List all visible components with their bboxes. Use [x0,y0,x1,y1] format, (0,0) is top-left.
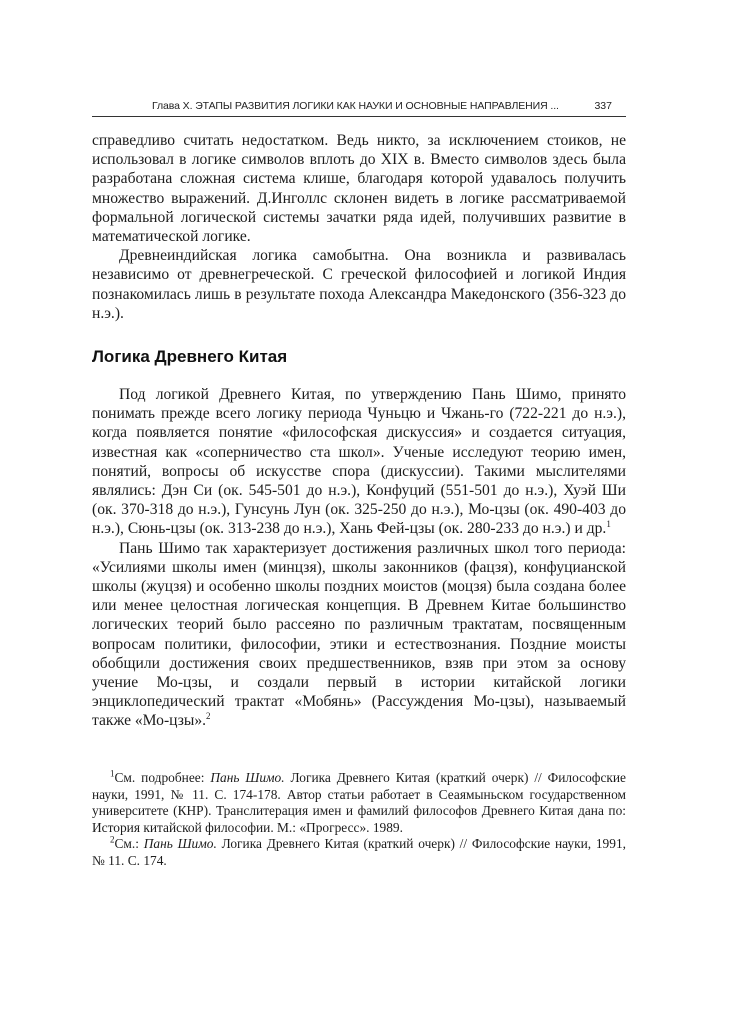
footnote-ref-1: 1 [606,519,611,530]
section-paragraph-1 [92,385,626,539]
intro-paragraph-1: справедливо считать недостатком. Ведь никто, за исключением стоиков, не использовал в логике символов вплоть до XIX в. Вместо символов здесь была разработана сложная система клише, благодаря которой удавалось получить множество выражений. Д.Инголлс склонен видеть в логике рассматриваемой формальной логической системы зачатки ряда идей, получивших развитие в математической логике. [92,132,626,246]
footnote-1 [92,770,626,836]
section-paragraph-2 [92,539,626,731]
footnote-2-text: Логика Древнего Китая (краткий очерк) // Философские науки, 1991, № 11. С. 174. [92,836,626,868]
footnote-1-text: Логика Древнего Китая (краткий очерк) // Философские науки, 1991, № 11. С. 174-178. Автор статьи работает в Сеаямыньском государственном университете (КНР). Транслитерация имен и фамилий философов Древнего Китая дана по: История китайской философии. М.: «Прогресс». 1989. [92,770,626,835]
footnote-2-author: Пань Шимо. [143,836,217,852]
footnote-ref-2: 2 [206,711,211,722]
intro-paragraph-2: Древнеиндийская логика самобытна. Она возникла и развивалась независимо от древнегреческой. С греческой философией и логикой Индия познакомилась лишь в результате похода Александра Македонского (356-323 до н.э.). [92,247,626,322]
section-paragraph-1-text: Под логикой Древнего Китая, по утверждению Пань Шимо, принято понимать прежде всего логику периода Чуньцю и Чжань-го (722-221 до н.э.), когда появляется понятие «философская дискуссия» и создается ситуация, известная как «соперничество ста школ». Ученые исследуют теорию имен, понятий, вопросы об искусстве спора (дискуссии). Такими мыслителями являлись: Дэн Си (ок. 545-501 до н.э.), Конфуций (551-501 до н.э.), Хуэй Ши (ок. 370-318 до н.э.), Гунсунь Лун (ок. 325-250 до н.э.), Мо-цзы (ок. 490-403 до н.э.), Сюнь-цзы (ок. 313-238 до н.э.), Хань Фей-цзы (ок. 280-233 до н.э.) и др. [92,386,626,538]
intro-text [92,131,626,323]
running-title: Глава X. ЭТАПЫ РАЗВИТИЯ ЛОГИКИ КАК НАУКИ И ОСНОВНЫЕ НАПРАВЛЕНИЯ ... [152,100,559,112]
footnote-1-author: Пань Шимо. [210,770,285,785]
section-heading: Логика Древнего Китая [92,347,288,366]
footnote-1-lead: См. подробнее: [114,770,211,785]
section-text [92,385,626,731]
footnote-1-mark: 1 [110,768,115,779]
section-paragraph-2-text: Пань Шимо так характеризует достижения различных школ того периода: «Усилиями школы имен (минцзя), школы законников (фацзя), конфуцианской школы (жуцзя) и особенно школы поздних моистов (моцзя) была создана более или менее целостная логическая концепция. В Древнем Китае большинство логических теорий было рассеяно по различным трактатам, посвященным вопросам политики, философии, этики и естествознания. Поздние моисты обобщили достижения своих предшественников, взяв при этом за основу учение Мо-цзы, и создали первый в истории китайской логики энциклопедический трактат «Мобянь» (Рассуждения Мо-цзы), называемый также «Мо-цзы». [92,539,626,730]
footnote-2 [92,836,626,869]
footnote-2-mark: 2 [110,834,115,845]
footnote-2-lead: См.: [114,836,144,852]
page-number: 337 [594,100,612,112]
footnotes [92,770,626,870]
running-header [92,97,626,117]
